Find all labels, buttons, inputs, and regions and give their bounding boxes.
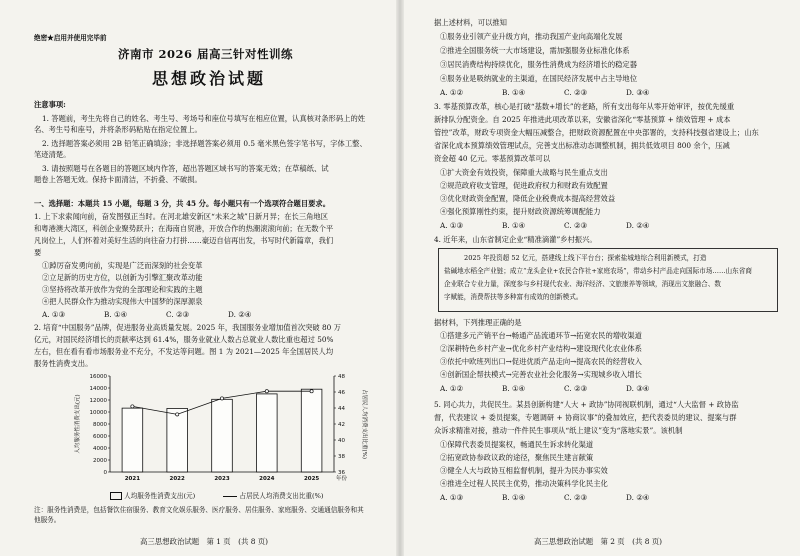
- y-tick-label-right: 36: [338, 470, 345, 476]
- option-text: ①搭建多元产销平台→畅通产品流通环节→拓宽农民的增收渠道: [440, 331, 642, 340]
- chart-bars: [122, 389, 322, 472]
- question-text: 1. 上下求索闻向前，奋发图强正当时。在河北雄安新区“未来之城”日新月异；在长三角地区: [34, 212, 329, 221]
- line-point: [176, 413, 179, 416]
- option-text: ①保障代表委员提案权，畅通民生诉求转化渠道: [440, 440, 594, 449]
- choice-d: D. ③④: [626, 88, 650, 97]
- x-tick-label: 2023: [214, 476, 230, 482]
- page-1: [0, 0, 398, 556]
- question-text: 资金超 40 亿元。零基预算改革可以: [434, 154, 551, 163]
- option-text: ④服务业是吸纳就业的主渠道，在国民经济发展中占主导地位: [440, 74, 638, 83]
- x-axis-unit: 年份: [336, 476, 348, 482]
- figure-1-chart: [70, 370, 370, 488]
- choice-d: D. ②④: [626, 493, 650, 502]
- choice-b: B. ①④: [502, 493, 526, 502]
- note-line: 名、考生号和座号，并将条形码粘贴在指定位置上。: [34, 125, 202, 134]
- y-tick-label-left: 14000: [89, 386, 107, 392]
- question-text: 管控”改革，财政专项资金大幅压减整合，把财政资源配置在中央部署的，支持科技强省建设上；山东: [434, 128, 759, 137]
- option-text: ③依托中欧班列出口→促进优质产品走向→提高农民的经营收入: [440, 357, 642, 366]
- question-text: 左右，但在看有看市场服务业不充分，不发达等问题。图 1 为 2021—2025 年全国居民人均: [34, 347, 334, 356]
- choice-a: A. ①②: [440, 384, 463, 393]
- option-text: ②推进全国服务统一大市场建设，需加强服务业标准化体系: [440, 46, 630, 55]
- bar: [301, 389, 322, 472]
- question-text: 要: [34, 248, 42, 257]
- subject-title: 思想政治试题: [152, 69, 267, 88]
- bar: [167, 408, 188, 472]
- choice-a: A. ①③: [440, 493, 463, 502]
- option-text: ①扩大资金有效投资，保障重大战略与民生重点支出: [440, 168, 608, 177]
- legend-bar-label: 人均服务性消费支出(元): [124, 492, 196, 500]
- y-tick-label-left: 8000: [93, 422, 107, 428]
- option-text: ②规范政府收支管理，促进政府权力和财政有效配置: [440, 181, 608, 190]
- y-tick-label-right: 40: [338, 438, 345, 444]
- question-text: 5. 同心共力，共促民生。某县创新构建“人大 + 政协”协同视联机制，通过“人大监督 + 政协监: [434, 400, 739, 409]
- secret-label: 绝密★启用并使用完毕前: [34, 34, 107, 42]
- option-text: ④推进全过程人民民主优势，推动决策科学化民主化: [440, 479, 608, 488]
- x-tick-label: 2022: [169, 476, 185, 482]
- option-text: ②拓宽政协参政议政的途径，聚焦民生建言献策: [440, 453, 594, 462]
- y-axis-title-right: 占居民人均消费支出比重(%): [361, 388, 367, 460]
- material-line: 2025 年投资超 52 亿元，搭建线上线下平台台；探索盐城地综合利用新模式，打造: [464, 254, 707, 262]
- section-heading: 一、选择题：本题共 15 小题，每题 3 分，共 45 分。每小题只有一个选项符合题目要求。: [34, 199, 331, 208]
- choice-a: A. ①③: [42, 310, 65, 319]
- material-line: 企业联合专业力量，深度参与乡村现代农业、海洋经济、文旅康养等领域，消现出文旅融合、数: [444, 280, 721, 288]
- y-axis-title-left: 人均服务性消费支出(元): [75, 394, 81, 454]
- question-text: 督，代表建议 + 委员提案，专题调研 + 协商议事”的叠加效应，把代表委员的建议、提案与群: [434, 413, 737, 422]
- option-text: ①服务业引领产业升级方向，推动我国产业向高端化发展: [440, 32, 623, 41]
- page-footer: 高三思想政治试题 第 1 页 (共 8 页): [140, 537, 269, 546]
- bar: [122, 408, 143, 472]
- choice-a: A. ①②: [440, 88, 463, 97]
- choice-row: [440, 384, 688, 393]
- note-line: 3. 请按照题号在各题目的答题区域内作答，超出答题区域书写的答案无效；在草稿纸、试: [42, 164, 329, 173]
- y-tick-label-right: 38: [338, 454, 345, 460]
- choice-a: A. ①③: [440, 221, 463, 230]
- question-text: 新排队分配资金。自 2025 年推进此项改革以来，安徽省深化“零基预算 + 绩效管理 + 成本: [434, 115, 731, 124]
- question-text: 和粤港澳大湾区，科创企业聚势跃升；在海南自贸港，开放合作的热潮滚滚向前；在无数个平: [34, 224, 334, 233]
- choice-b: B. ①④: [104, 310, 128, 319]
- question-text: 众诉求精准对接，推动一件件民生事项从“纸上建议”变为“落地实景”。该机制: [434, 426, 683, 435]
- choice-b: B. ①④: [502, 384, 526, 393]
- question-text: 据上述材料，可以推知: [434, 18, 507, 27]
- option-text: ④强化预算刚性约束，提升财政资源统筹调配能力: [440, 207, 601, 216]
- choice-c: C. ②③: [166, 310, 190, 319]
- x-tick-label: 2021: [124, 476, 141, 482]
- question-text: 亿元，对国民经济增长的贡献率达到 61.4%，服务业就业人数占总就业人数比重也超过 50%: [34, 335, 334, 344]
- bar: [256, 394, 277, 472]
- option-text: ④把人民群众作为推动实现伟大中国梦的深厚源泉: [42, 297, 203, 306]
- y-tick-label-left: 0: [103, 470, 107, 476]
- choice-d: D. ②④: [626, 221, 650, 230]
- option-text: ③健全人大与政协互相监督机制，提升为民办事实效: [440, 466, 608, 475]
- material-line: 字赋能，消费帮扶等多种富有成效的创新模式。: [444, 293, 583, 301]
- y-tick-label-left: 4000: [93, 446, 107, 452]
- y-tick-label-right: 48: [338, 374, 345, 380]
- choice-b: B. ①④: [502, 88, 526, 97]
- option-text: ②立足新的历史方位，以创新为引擎汇聚改革动能: [42, 273, 203, 282]
- page-2: [404, 0, 800, 556]
- x-tick-label: 2024: [259, 476, 275, 482]
- bar: [212, 399, 233, 472]
- choice-row: [440, 221, 688, 230]
- line-point: [310, 390, 313, 393]
- choice-d: D. ②④: [228, 310, 252, 319]
- x-tick-label: 2025: [303, 476, 320, 482]
- choice-c: C. ②③: [564, 88, 588, 97]
- question-text: 省深化成本预算绩效管理试点，完善支出标准动态调整机制，拥共低效项目 800 余个，压减: [434, 141, 730, 150]
- legend-line-label: 占居民人均消费支出比重(%): [239, 492, 324, 500]
- y-tick-label-right: 42: [338, 422, 345, 428]
- question-text: 据材料，下列推理正确的是: [434, 318, 522, 327]
- note-line: 2. 选择题答案必须用 2B 铅笔正确填涂；非选择题答案必须用 0.5 毫米黑色签字笔书写，字体工整、: [42, 139, 367, 148]
- choice-c: C. ②③: [564, 384, 588, 393]
- choice-c: C. ②③: [564, 493, 588, 502]
- note-line: 1. 答题前，考生先将自己的姓名、考生号、考场号和座位号填写在相应位置，认真核对条形码上的姓: [42, 114, 366, 123]
- y-tick-label-right: 44: [338, 406, 345, 412]
- question-text: 3. 零基预算改革，核心是打破“基数+增长”的老路，所有支出每年从零开始审评，按优先缓重: [434, 102, 735, 111]
- question-text: 服务性消费支出。: [34, 359, 93, 368]
- choice-row: [440, 88, 688, 97]
- y-tick-label-left: 12000: [89, 398, 107, 404]
- line-point: [220, 397, 223, 400]
- choice-row: [440, 493, 688, 502]
- question-text: 4. 近年来，山东省制定企业“精准滴灌”乡村振兴。: [434, 235, 597, 244]
- choice-d: D. ③④: [626, 384, 650, 393]
- line-point: [265, 390, 268, 393]
- exam-title: 济南市 2026 届高三针对性训练: [118, 47, 294, 61]
- page-footer: 高三思想政治试题 第 2 页 (共 8 页): [534, 537, 663, 546]
- question-text: 凡岗位上，人们怀着对美好生活的向往奋力打拼……豪迈自信再出发，书写时代新篇章，我们: [34, 236, 334, 245]
- y-tick-label-right: 46: [338, 390, 345, 396]
- option-text: ④创新国企帮扶模式→完善农业社会化服务→实现城乡收入增长: [440, 370, 642, 379]
- line-point: [131, 405, 134, 408]
- chart-legend: [110, 492, 323, 501]
- option-text: ②深耕特色乡村产业→优化乡村产业结构→建设现代化农业体系: [440, 344, 642, 353]
- note-line: 题卷上答题无效。保持卡面清洁，不折叠、不破损。: [34, 175, 202, 184]
- option-text: ①踔厉奋发勇向前，实现是广泛而深刻的社会变革: [42, 261, 203, 270]
- choice-c: C. ②③: [564, 221, 588, 230]
- notes-header: 注意事项:: [34, 100, 66, 109]
- y-tick-label-left: 2000: [93, 458, 107, 464]
- option-text: ③优化财政资金配置，降低企业税费成本提高经营效益: [440, 194, 616, 203]
- y-tick-label-left: 10000: [89, 410, 107, 416]
- choice-row: [42, 310, 290, 319]
- question-text: 2. 培育“中国服务”品牌，促进服务业高质量发展。2025 年，我国服务业增加值首次突破 80 万: [34, 323, 341, 332]
- choice-b: B. ①④: [502, 221, 526, 230]
- option-text: ③坚持将改革开放作为党的全部理论和实践的主题: [42, 285, 203, 294]
- y-tick-label-left: 6000: [93, 434, 107, 440]
- option-text: ③居民消费结构持续优化，服务性消费成为经济增长的稳定器: [440, 60, 638, 69]
- material-line: 盐碱地水稻全产业链；成立“龙头企业+农民合作社+家庭农场”，带动乡村产品走向国际市场……山东省商: [444, 267, 752, 275]
- note-line: 笔迹清楚。: [34, 150, 71, 159]
- chart-note: 注：服务性消费是，包括餐饮住宿服务、教育文化娱乐服务、医疗服务、居住服务、家庭服务、交通通信服务和其他服务。: [34, 506, 364, 524]
- y-tick-label-left: 16000: [89, 374, 107, 380]
